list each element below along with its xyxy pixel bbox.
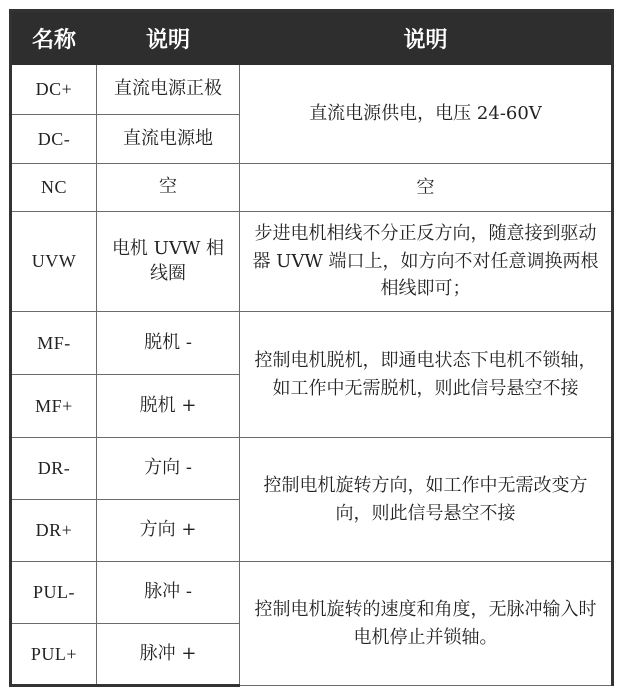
signal-cell: NC bbox=[11, 164, 97, 212]
signal-cell: UVW bbox=[11, 212, 97, 312]
name-cell: 空 bbox=[97, 164, 240, 212]
name-cell: 脉冲 + bbox=[97, 624, 240, 686]
table-row bbox=[11, 312, 613, 375]
desc-cell: 空 bbox=[240, 164, 613, 212]
table-row bbox=[11, 562, 613, 624]
desc-cell: 控制电机脱机，即通电状态下电机不锁轴，如工作中无需脱机，则此信号悬空不接 bbox=[240, 312, 613, 438]
name-cell: 直流电源地 bbox=[97, 115, 240, 164]
signal-table bbox=[9, 9, 614, 687]
desc-cell: 直流电源供电，电压 24-60V bbox=[240, 65, 613, 164]
signal-cell: DC- bbox=[11, 115, 97, 164]
table-header-row bbox=[11, 11, 613, 65]
table-row bbox=[11, 164, 613, 212]
signal-cell: PUL+ bbox=[11, 624, 97, 686]
header-description: 说明 bbox=[97, 11, 240, 65]
table-row bbox=[11, 65, 613, 115]
name-cell: 方向 - bbox=[97, 438, 240, 500]
signal-cell: DR+ bbox=[11, 500, 97, 562]
signal-cell: DC+ bbox=[11, 65, 97, 115]
desc-cell: 控制电机旋转的速度和角度，无脉冲输入时电机停止并锁轴。 bbox=[240, 562, 613, 686]
name-cell: 脱机 - bbox=[97, 312, 240, 375]
name-cell: 直流电源正极 bbox=[97, 65, 240, 115]
header-name: 名称 bbox=[11, 11, 97, 65]
signal-cell: PUL- bbox=[11, 562, 97, 624]
desc-cell: 控制电机旋转方向，如工作中无需改变方向，则此信号悬空不接 bbox=[240, 438, 613, 562]
name-cell: 脉冲 - bbox=[97, 562, 240, 624]
name-cell: 电机 UVW 相线圈 bbox=[97, 212, 240, 312]
signal-cell: DR- bbox=[11, 438, 97, 500]
table-row bbox=[11, 212, 613, 312]
header-explanation: 说明 bbox=[240, 11, 613, 65]
signal-cell: MF- bbox=[11, 312, 97, 375]
signal-cell: MF+ bbox=[11, 375, 97, 438]
desc-cell: 步进电机相线不分正反方向，随意接到驱动器 UVW 端口上，如方向不对任意调换两根相线即可； bbox=[240, 212, 613, 312]
name-cell: 脱机 + bbox=[97, 375, 240, 438]
table-row bbox=[11, 438, 613, 500]
name-cell: 方向 + bbox=[97, 500, 240, 562]
